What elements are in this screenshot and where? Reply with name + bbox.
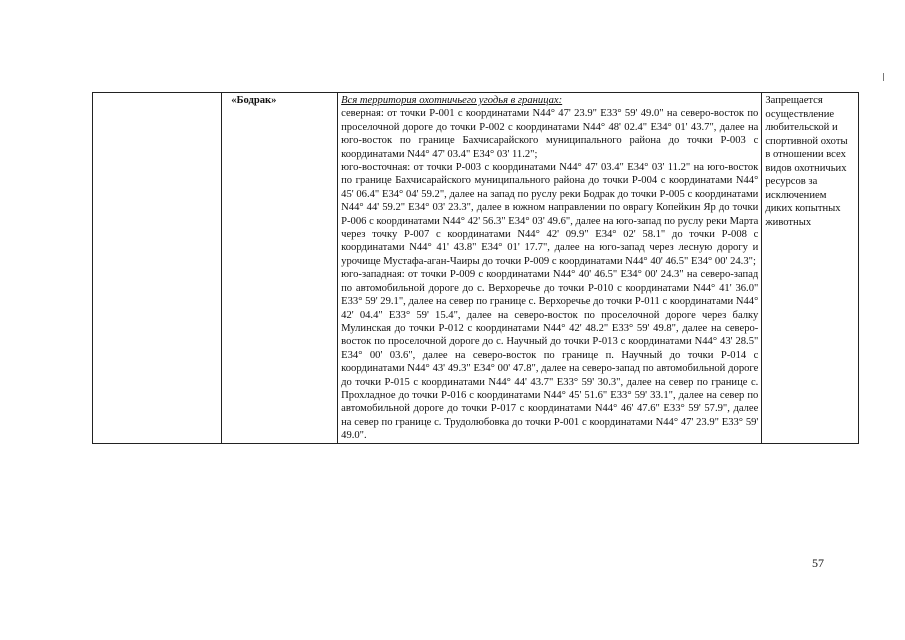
empty-cell [93, 93, 222, 444]
boundary-north: северная: от точки Р-001 с координатами N44° 47' 23.9" E33° 59' 49.0" на северо-восток по проселочной дороге до точки Р-002 с координатами N44° 48' 02.4" E34° 01' 43.7", далее на юго-восток по границе Бахчисарайского муниципального района до точки Р-003 с координатами N44° 47' 03.4" E34° 03' 11.2"; [341, 108, 759, 160]
restriction-text: Запрещается осуществление любительской и спортивной охоты в отношении всех видов охотничьих ресурсов за исключением диких копытных животных [765, 95, 848, 228]
ground-name-cell [222, 93, 338, 444]
margin-mark [883, 73, 884, 81]
table-row [93, 93, 859, 444]
boundary-heading: Вся территория охотничьего угодья в границах: [341, 95, 563, 106]
boundary-description-cell [338, 93, 762, 444]
boundary-southwest: юго-западная: от точки Р-009 с координатами N44° 40' 46.5" E34° 00' 24.3" на северо-запад по автомобильной дороге до с. Верхоречье до точки Р-010 с координатами N44° 41' 36.0" E33° 59' 29.1", далее на север по границе с. Верхоречье до точки Р-011 с координатами N44° 42' 04.4" E33° 59' 15.4", далее на северо-восток по проселочной дороге через балку Мулинская до точки Р-012 с координатами N44° 42' 48.2" E33° 59' 49.8", далее на северо-восток по проселочной дороге до с. Научный до точки Р-013 с координатами N44° 43' 28.5" E34° 00' 03.6", далее на северо-восток по границе п. Научный до точки Р-014 с координатами N44° 43' 49.3" E34° 00' 47.8", далее на северо-запад по автомобильной дороге до точки Р-015 с координатами N44° 44' 43.7" E33° 59' 30.3", далее на север по границе с. Прохладное до точки Р-016 с координатами N44° 45' 51.6" E33° 59' 33.1", далее на север по автомобильной дороге до точки Р-017 с координатами N44° 46' 47.6" E33° 59' 57.9", далее на север по границе с. Трудолюбовка до точки Р-001 с координатами N44° 47' 23.9" E33° 59' 49.0". [341, 269, 759, 442]
ground-name: «Бодрак» [231, 95, 277, 106]
restriction-cell [762, 93, 859, 444]
hunting-grounds-table [92, 92, 859, 444]
boundary-southeast: юго-восточная: от точки Р-003 с координатами N44° 47' 03.4" E34° 03' 11.2" на юго-восток по границе Бахчисарайского муниципального района до точки Р-004 с координатами N44° 45' 06.4" E34° 04' 59.2", далее на запад по руслу реки Бодрак до точки Р-005 с координатами N44° 44' 59.2" E34° 03' 23.3", далее в южном направлении по оврагу Копейкин Яр до точки Р-006 с координатами N44° 42' 56.3" E34° 03' 49.6", далее на юго-запад по руслу реки Марта через точку Р-007 с координатами N44° 42' 09.9" E34° 02' 58.1" до точки Р-008 с координатами N44° 41' 43.8" E34° 01' 17.7", далее на юго-запад через лесную дорогу и урочище Мустафа-аган-Чаиры до точки Р-009 с координатами N44° 40' 46.5" E34° 00' 24.3"; [341, 162, 759, 267]
page-number: 57 [812, 556, 824, 570]
